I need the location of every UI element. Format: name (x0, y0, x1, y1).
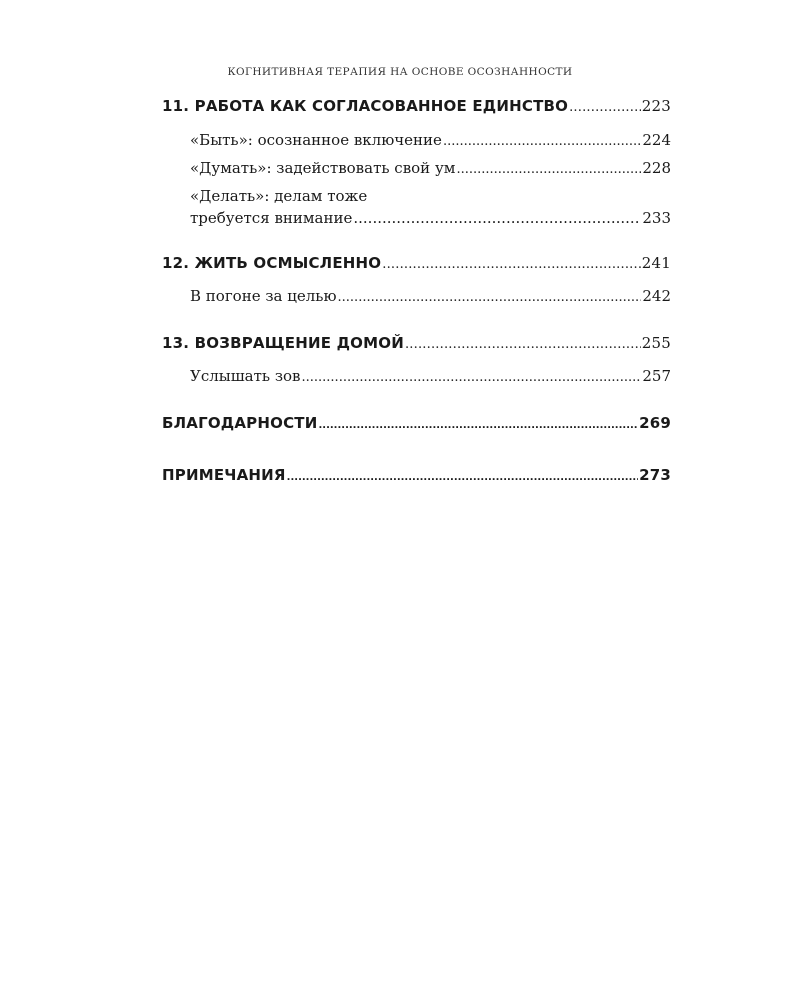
page-number: 223 (641, 97, 671, 115)
page-number: 242 (642, 287, 671, 305)
dot-leader (569, 100, 641, 115)
back-matter-title: ПРИМЕЧАНИЯ (162, 466, 286, 484)
page-number: 257 (642, 367, 671, 385)
toc-entry-section[interactable] (190, 159, 671, 177)
toc-entry-section[interactable] (190, 131, 671, 149)
dot-leader (456, 162, 641, 177)
toc-entry-section[interactable] (190, 367, 671, 385)
section-title: «Думать»: задействовать свой ум (190, 159, 456, 177)
toc-entry-chapter-13[interactable] (162, 334, 671, 352)
toc-entry-chapter-12[interactable] (162, 254, 671, 272)
section-title: В погоне за целью (190, 287, 337, 305)
page-number: 241 (641, 254, 671, 272)
back-matter-title: БЛАГОДАРНОСТИ (162, 414, 318, 432)
chapter-title: 11. РАБОТА КАК СОГЛАСОВАННОЕ ЕДИНСТВО (162, 97, 569, 115)
dot-leader (443, 134, 641, 149)
toc-entry-notes[interactable] (162, 466, 671, 484)
page-number: 273 (639, 466, 671, 484)
page-number: 233 (642, 209, 671, 227)
running-head: КОГНИТИВНАЯ ТЕРАПИЯ НА ОСНОВЕ ОСОЗНАННОСТИ (227, 66, 573, 78)
page-number: 255 (641, 334, 671, 352)
section-title: «Быть»: осознанное включение (190, 131, 442, 149)
section-title-line1: «Делать»: делам тоже (190, 187, 368, 205)
page-number: 228 (642, 159, 671, 177)
page-number: 224 (642, 131, 671, 149)
toc-entry-acknowledgements[interactable] (162, 414, 671, 432)
dot-leader (287, 472, 638, 483)
dot-leader (338, 290, 642, 305)
chapter-title: 13. ВОЗВРАЩЕНИЕ ДОМОЙ (162, 334, 404, 352)
chapter-title: 12. ЖИТЬ ОСМЫСЛЕННО (162, 254, 382, 272)
dot-leader (405, 337, 641, 352)
dot-leader (318, 420, 638, 431)
section-title: Услышать зов (190, 367, 301, 385)
dot-leader (382, 257, 641, 272)
dot-leader (302, 370, 642, 385)
dot-leader (353, 209, 641, 227)
toc-entry-chapter-11[interactable] (162, 97, 671, 115)
section-title-line2: требуется внимание (190, 209, 353, 227)
toc-entry-section[interactable] (190, 287, 671, 305)
page-number: 269 (639, 414, 671, 432)
